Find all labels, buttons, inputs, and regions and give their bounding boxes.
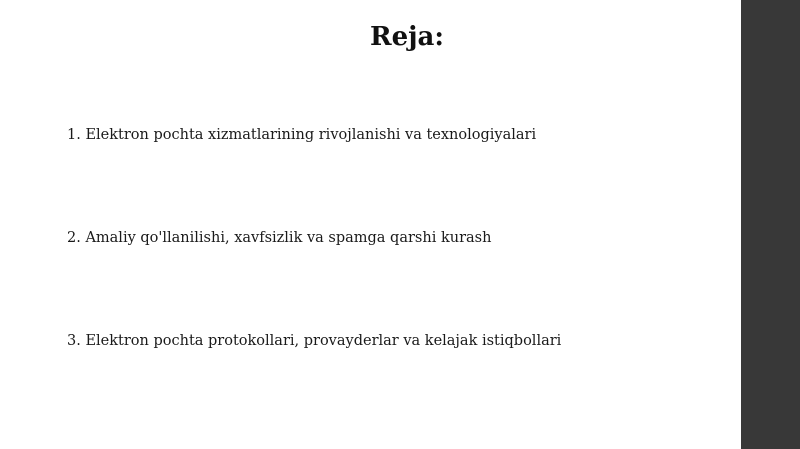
slide-title: Reja:	[370, 22, 445, 52]
plan-item-3: 3. Elektron pochta protokollari, provayderlar va kelajak istiqbollari	[67, 333, 562, 349]
side-panel	[741, 0, 800, 449]
plan-item-2: 2. Amaliy qo'llanilishi, xavfsizlik va spamga qarshi kurash	[67, 230, 492, 246]
plan-item-1: 1. Elektron pochta xizmatlarining rivojlanishi va texnologiyalari	[67, 127, 537, 143]
